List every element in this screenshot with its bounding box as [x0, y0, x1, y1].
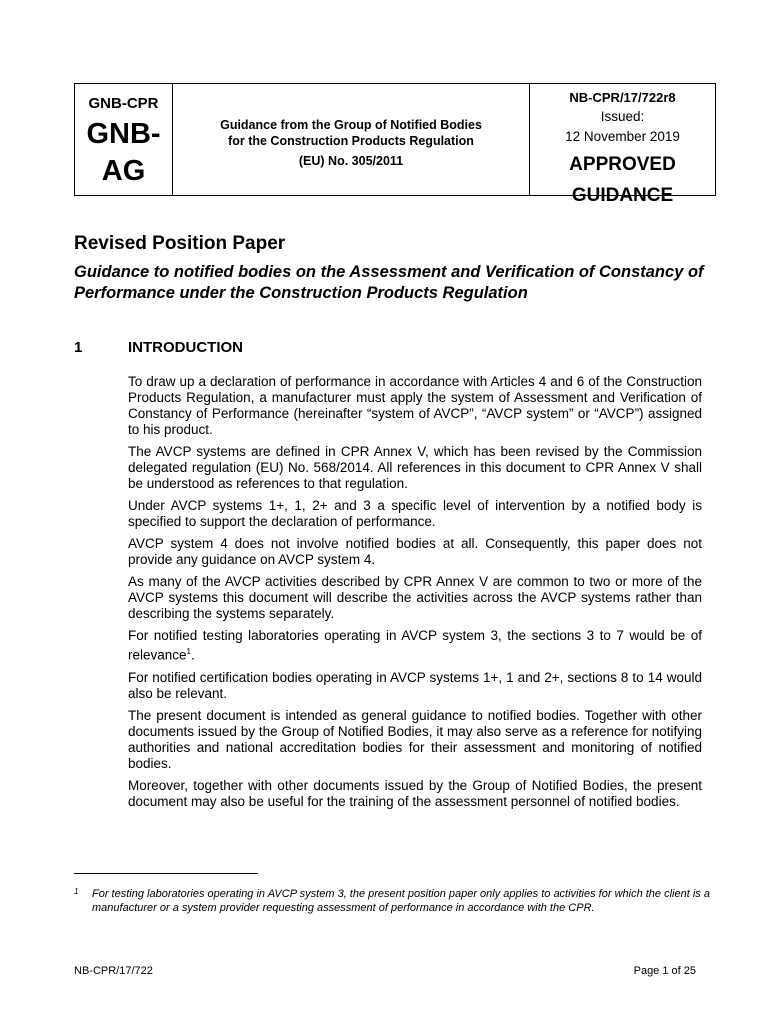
document-header-box [74, 83, 716, 206]
paragraph-3: Under AVCP systems 1+, 1, 2+ and 3 a specific level of intervention by a notified body is specified to support the declaration of performance. [128, 498, 702, 529]
footnote-text: For testing laboratories operating in AVCP system 3, the present position paper only applies to activities for which the client is a manufacturer or a system provider requesting assessment of performance in accordance with the CPR. [92, 888, 710, 914]
document-title: Revised Position Paper [74, 233, 286, 254]
footnote-reference[interactable]: 1 [186, 647, 191, 656]
header-logo-cell [75, 84, 173, 195]
header-description-cell [173, 84, 530, 195]
document-subtitle: Guidance to notified bodies on the Assessment and Verification of Constancy of Performance under the Construction Products Regulation [74, 263, 704, 302]
footnote [74, 887, 714, 915]
paragraph-9: Moreover, together with other documents issued by the Group of Notified Bodies, the present document may also be useful for the training of the assessment personnel of notified bodies. [128, 777, 702, 809]
description-line3: (EU) No. 305/2011 [298, 154, 404, 168]
paragraph-6-text: For notified testing laboratories operating in AVCP system 3, the sections 3 to 7 would be of relevance [128, 628, 702, 663]
paragraph-8: The present document is intended as general guidance to notified bodies. Together with other documents issued by the Group of Notified Bodies, it may also serve as a reference for notifying authorities and national accreditation bodies for their assessment and monitoring of notified bodies. [128, 707, 702, 771]
doc-code-line2: AG [101, 155, 146, 187]
org-short-name: GNB-CPR [88, 95, 159, 112]
footnote-divider [74, 873, 258, 874]
footer-reference: NB-CPR/17/722 [74, 965, 153, 977]
footnote-mark: 1 [74, 887, 79, 896]
paragraph-4: AVCP system 4 does not involve notified bodies at all. Consequently, this paper does not provide any guidance on AVCP system 4. [128, 536, 702, 567]
paragraph-1: To draw up a declaration of performance in accordance with Articles 4 and 6 of the Construction Products Regulation, a manufacturer must apply the system of Assessment and Verification of Constancy of Performance (hereinafter “system of AVCP”, “AVCP system” or “AVCP”) assigned to his product. [128, 374, 702, 437]
doc-code-line1: GNB- [86, 118, 161, 150]
section-number: 1 [74, 339, 83, 356]
document-reference: NB-CPR/17/722r8 [569, 90, 676, 105]
paragraph-5: As many of the AVCP activities described by CPR Annex V are common to two or more of the AVCP systems this document will describe the activities across the AVCP systems rather than describing the systems separately. [128, 574, 702, 621]
paragraph-7: For notified certification bodies operating in AVCP systems 1+, 1 and 2+, sections 8 to 14 would also be relevant. [128, 669, 702, 701]
section-title: INTRODUCTION [128, 339, 243, 356]
header-status-cell [530, 84, 715, 206]
paragraph-6 [128, 628, 702, 664]
page-number: Page 1 of 25 [633, 965, 696, 977]
status-line1: APPROVED [569, 154, 676, 175]
description-line2: for the Construction Products Regulation [228, 134, 474, 148]
section-body [128, 374, 702, 816]
status-line2: GUIDANCE [571, 185, 674, 206]
description-line1: Guidance from the Group of Notified Bodies [220, 118, 482, 132]
paragraph-6-end: . [191, 647, 195, 663]
paragraph-2: The AVCP systems are defined in CPR Annex V, which has been revised by the Commission delegated regulation (EU) No. 568/2014. All references in this document to CPR Annex V shall be understood as references to that regulation. [128, 444, 702, 491]
issued-date: 12 November 2019 [565, 129, 680, 144]
issued-label: Issued: [600, 109, 645, 124]
